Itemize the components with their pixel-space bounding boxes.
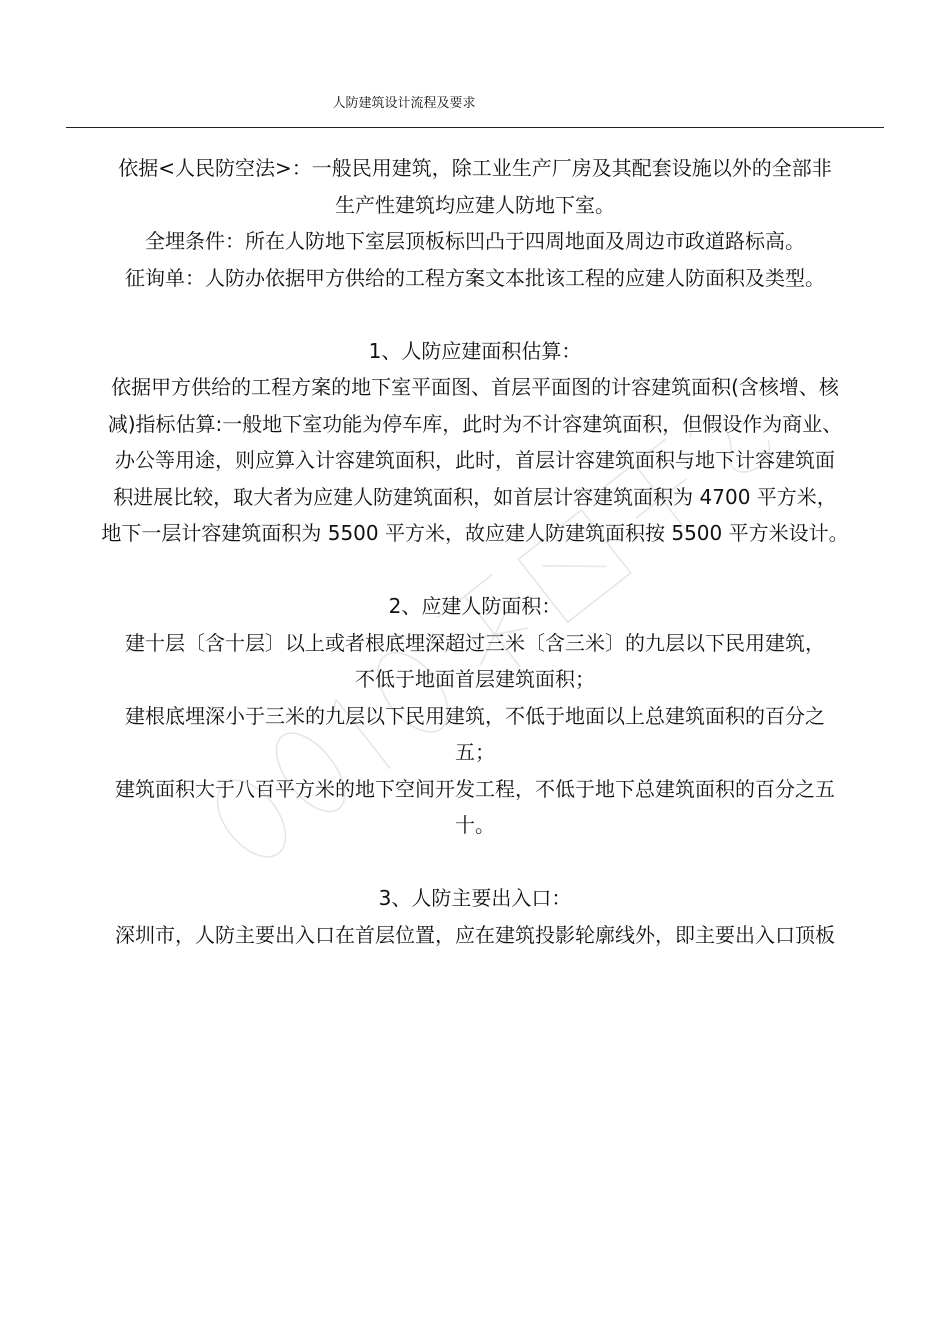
spacer bbox=[66, 296, 884, 333]
section-3-line: 深圳市，人防主要出入口在首层位置，应在建筑投影轮廓线外，即主要出入口顶板 bbox=[115, 922, 835, 947]
section-2-heading: 2、应建人防面积： bbox=[388, 594, 562, 618]
section-1-line: 依据甲方供给的工程方案的地下室平面图、首层平面图的计容建筑面积(含核增、核 bbox=[111, 375, 839, 399]
section-2-line: 建根底埋深小于三米的九层以下民用建筑，不低于地面以上总建筑面积的百分之 bbox=[125, 703, 825, 728]
burial-condition: 全埋条件：所在人防地下室层顶板标凹凸于四周地面及周边市政道路标高。 bbox=[145, 229, 805, 253]
section-2-line: 不低于地面首层建筑面积； bbox=[355, 667, 595, 691]
section-2-line: 建筑面积大于八百平方米的地下空间开发工程，不低于地下总建筑面积的百分之五 bbox=[115, 776, 835, 801]
header-divider bbox=[66, 127, 884, 128]
document-body bbox=[66, 150, 884, 953]
page-header-title: 人防建筑设计流程及要求 bbox=[332, 96, 476, 111]
section-2-line: 十。 bbox=[455, 813, 495, 837]
section-3-heading: 3、人防主要出入口： bbox=[378, 886, 572, 910]
section-1-line: 积进展比较，取大者为应建人防建筑面积，如首层计容建筑面积为 4700 平方米， bbox=[113, 484, 837, 509]
spacer bbox=[66, 552, 884, 589]
inquiry-form: 征询单：人防办依据甲方供给的工程方案文本批该工程的应建人防面积及类型。 bbox=[125, 265, 825, 290]
section-2-line: 五； bbox=[455, 740, 495, 764]
section-1-heading: 1、人防应建面积估算： bbox=[368, 338, 582, 363]
section-1-line: 地下一层计容建筑面积为 5500 平方米，故应建人防建筑面积按 5500 平方米设计。 bbox=[101, 521, 849, 545]
section-1-line: 办公等用途，则应算入计容建筑面积，此时，首层计容建筑面积与地下计容建筑面 bbox=[115, 448, 835, 472]
section-1-line: 减)指标估算:一般地下室功能为停车库，此时为不计容建筑面积，但假设作为商业、 bbox=[107, 411, 843, 436]
basis-line-2: 生产性建筑均应建人防地下室。 bbox=[335, 192, 615, 217]
spacer bbox=[66, 844, 884, 881]
basis-line-1: 依据<人民防空法>：一般民用建筑，除工业生产厂房及其配套设施以外的全部非 bbox=[118, 156, 832, 180]
section-2-line: 建十层〔含十层〕以上或者根底埋深超过三米〔含三米〕的九层以下民用建筑， bbox=[125, 630, 825, 655]
